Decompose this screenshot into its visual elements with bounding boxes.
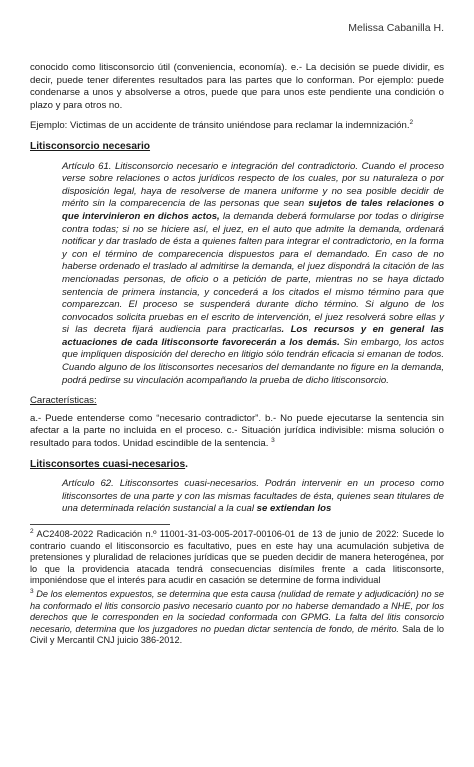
footnote-ref-3[interactable]: 3	[271, 436, 275, 444]
art62-bold-1: se extiendan los	[256, 503, 332, 515]
footnote-3-italic-text: De los elementos expuestos, se determina que esta causa (nulidad de remate y adjudicación) no se ha conformado el litis consorcio pasivo necesario cuanto por no haberse demandado a NHE, por los derechos que le corresponden en la sociedad conformada con GPMG. La falta del litis consorcio necesario, determina que los juzgadores no puedan dictar sentencia de fondo, de mérito.	[30, 588, 444, 634]
art62-text-1: Artículo 62. Litisconsortes cuasi-necesarios. Podrán intervenir en un proceso como litisconsortes de una parte y con las mismas facultades de ésta, quienes sean titulares de una determinada relación sustancial a la cual	[62, 478, 444, 515]
footnote-separator	[30, 524, 170, 525]
art61-bold-1: sujetos de tales relaciones o que intervinieron en dichos actos,	[62, 198, 444, 222]
footnote-3-citation: Sala de lo Civil y Mercantil CNJ juicio 386-2012.	[30, 623, 444, 646]
footnote-3	[30, 589, 444, 647]
heading-litisconsorcio-necesario-text: Litisconsorcio necesario	[30, 140, 151, 152]
paragraph-intro	[30, 62, 444, 112]
heading-litisconsortes-cuasi-necesarios	[30, 459, 444, 472]
paragraph-caracteristicas-text: a.- Puede entenderse como “necesario contradictor”. b.- No puede ejecutarse la sentencia sin afectar a la parte no incluida en el proceso. c.- Situación jurídica indivisible: misma solución o resultado para todos. Unidad escindible de la sentencia.	[30, 412, 444, 450]
quote-articulo-61	[62, 161, 444, 388]
quote-articulo-62	[62, 478, 444, 516]
heading-cuasi-dot: .	[185, 458, 188, 470]
art61-text-1: Artículo 61. Litisconsorcio necesario e integración del contradictorio. Cuando el proceso verse sobre relaciones o actos jurídicos respecto de los cuales, por su naturaleza o por disposición legal, haya de resolverse de manera uniforme y no sea posible decidir de mérito sin la comparecencia de las personas que sean	[62, 160, 444, 210]
footnote-ref-2[interactable]: 2	[409, 119, 414, 127]
page-content	[30, 62, 444, 649]
paragraph-example-text: Ejemplo: Victimas de un accidente de tránsito uniéndose para reclamar la indemnización.	[30, 120, 410, 132]
art61-bold-2: . Los recursos y en general las actuaciones de cada litisconsorte favorecerán a los demás.	[62, 324, 444, 348]
paragraph-example	[30, 120, 444, 133]
footnote-3-mark: 3	[30, 587, 34, 595]
footnote-2	[30, 529, 444, 587]
paragraph-intro-text: conocido como litisconsorcio útil (conveniencia, economía). e.- La decisión se puede dividir, es decir, puede tener diferentes resultados para las partes que lo conforman. Por ejemplo: puede condenarse a unos y absolverse a otros, puede que para unos este pendiente una condición o plazo y para otros no.	[30, 62, 444, 111]
paragraph-caracteristicas	[30, 413, 444, 451]
heading-litisconsorcio-necesario	[30, 141, 444, 154]
art61-text-2: la demanda deberá formularse por todas o dirigirse contra todas; si no se hiciere así, el juez, en el auto que admite la demanda, ordenará notificar y dar traslado de ésta a quienes falten para integrar el contradictorio, en la forma y con el término de comparecencia dispuestos para el demandado. En caso de no haberse ordenado el traslado al admitirse la demanda, el juez dispondrá la citación de las mencionadas personas, de oficio o a petición de parte, mientras no se haya dictado sentencia de primera instancia, y concederá a los citados el mismo término para que comparezcan. El proceso se suspenderá durante dicho término. Si alguno de los convocados solicita pruebas en el escrito de intervención, el juez resolverá sobre ellas y si las decreta fijará audiencia para practicarlas	[62, 210, 444, 336]
art61-text-3: Sin embargo, los actos que impliquen disposición del derecho en litigio sólo tendrán eficacia si emanan de todos. Cuando alguno de los litisconsortes necesarios del demandante no figure en la demanda, podrá pedirse su vinculación acompañando la prueba de dicho litisconsorcio.	[62, 336, 444, 386]
subheading-caracteristicas: Características:	[30, 395, 97, 407]
heading-cuasi-text: Litisconsortes cuasi-necesarios	[30, 458, 186, 470]
footnote-2-text: AC2408-2022 Radicación n.º 11001-31-03-005-2017-00106-01 de 13 de junio de 2022: Sucede lo contrario cuando el litisconsorcio es facultativo, pues en este hay una acumulación subjetiva de pretensiones y pluralidad de relaciones jurídicas que se pueden decidir de manera heterogénea, por lo que la providencia atacada tendrá consecuencias disímiles frente a cada litisconsorte, imponiéndose que el interés para acudir en casación se determine de forma individual	[30, 529, 444, 586]
page-header-author: Melissa Cabanilla H.	[348, 22, 444, 34]
footnote-2-mark: 2	[30, 527, 34, 535]
